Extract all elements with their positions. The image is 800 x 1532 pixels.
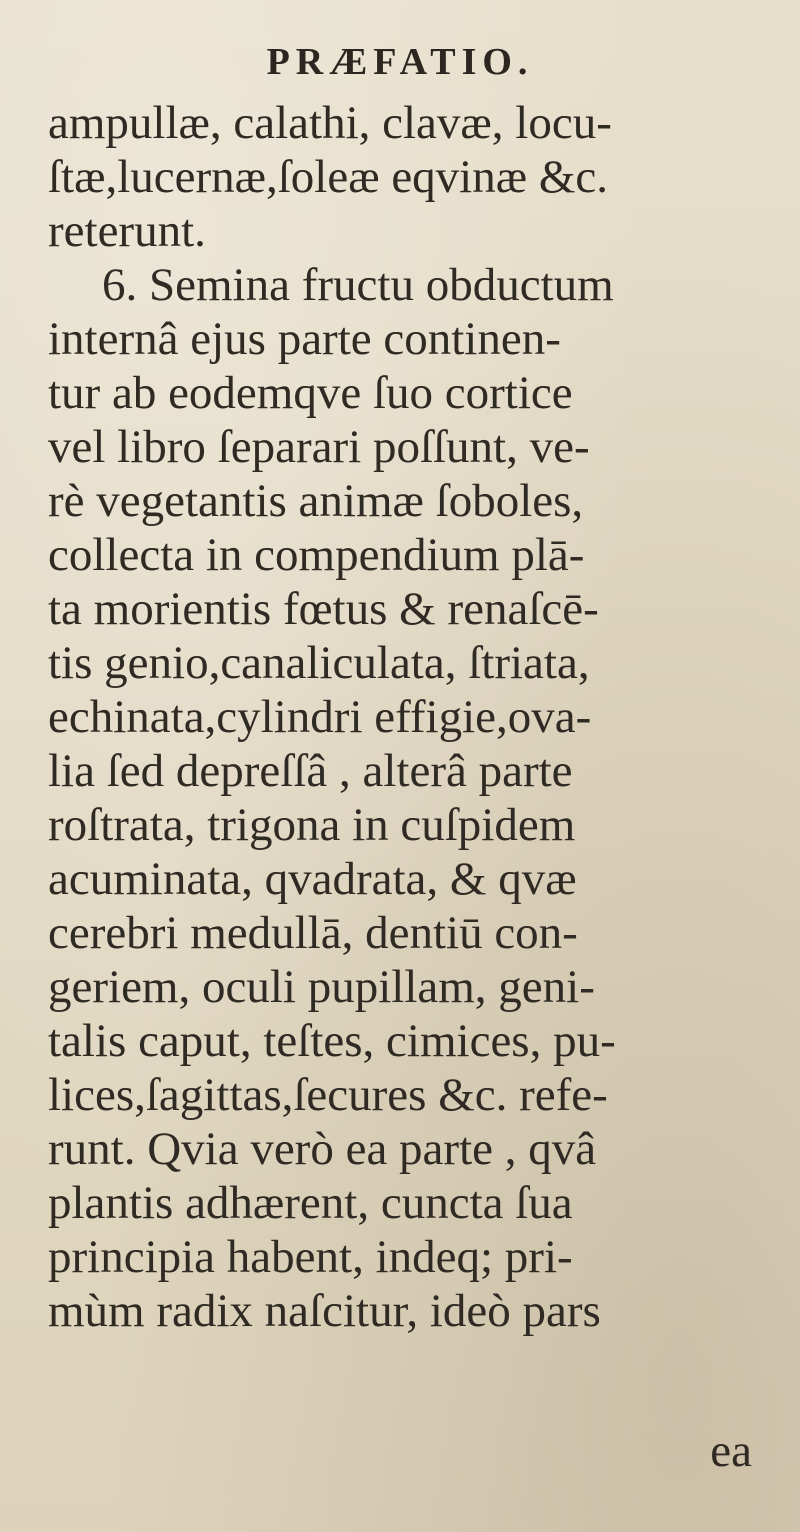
- text-line-18: talis caput, teſtes, cimices, pu-: [48, 1015, 616, 1067]
- text-line-21: plantis adhærent, cuncta ſua: [48, 1177, 573, 1229]
- text-line-3: reterunt.: [48, 205, 206, 257]
- text-line-23: mùm radix naſcitur, ideò pars: [48, 1285, 601, 1337]
- text-line-22: principia habent, indeq; pri-: [48, 1231, 573, 1283]
- text-line-7: vel libro ſeparari poſſunt, ve-: [48, 421, 590, 473]
- text-line-14: roſtrata, trigona in cuſpidem: [48, 799, 576, 851]
- text-line-16: cerebri medullā, dentiū con-: [48, 907, 578, 959]
- text-line-8: rè vegetantis animæ ſoboles,: [48, 475, 584, 527]
- text-line-13: lia ſed depreſſâ , alterâ parte: [48, 745, 573, 797]
- text-line-1: ampullæ, calathi, clavæ, locu-: [48, 97, 612, 149]
- text-line-2: ſtæ,lucernæ,ſoleæ eqvinæ &c.: [48, 151, 609, 203]
- text-line-9: collecta in compendium plā-: [48, 529, 585, 581]
- text-line-12: echinata,cylindri effigie,ova-: [48, 691, 592, 743]
- text-line-10: ta morientis fœtus & renaſcē-: [48, 583, 599, 635]
- text-line-6: tur ab eodemqve ſuo cortice: [48, 367, 573, 419]
- text-line-5: internâ ejus parte continen-: [48, 313, 561, 365]
- catchword: ea: [710, 1425, 752, 1477]
- text-line-20: runt. Qvia verò ea parte , qvâ: [48, 1123, 597, 1175]
- text-line-19: lices,ſagittas,ſecures &c. refe-: [48, 1069, 608, 1121]
- text-line-15: acuminata, qvadrata, & qvæ: [48, 853, 577, 905]
- text-line-11: tis genio,canaliculata, ſtriata,: [48, 637, 590, 689]
- text-line-17: geriem, oculi pupillam, geni-: [48, 961, 595, 1013]
- running-head: PRÆFATIO.: [266, 41, 534, 83]
- body-text: [48, 96, 788, 1338]
- text-line-4: 6. Semina fructu obductum: [102, 259, 614, 311]
